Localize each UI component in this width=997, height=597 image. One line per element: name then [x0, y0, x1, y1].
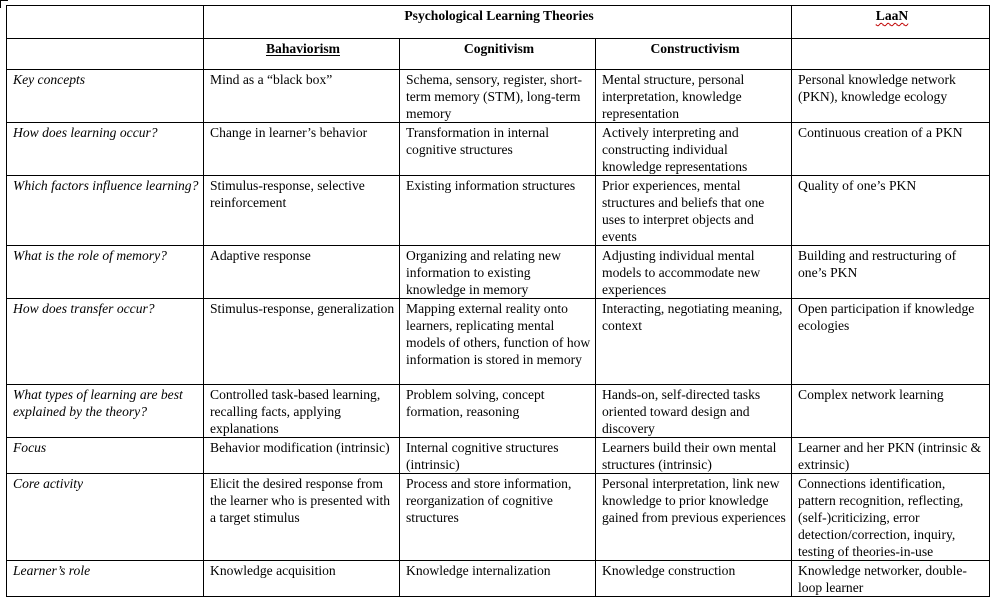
table-row — [7, 176, 990, 246]
table-cell: Organizing and relating new information to existing knowledge in memory — [400, 246, 596, 299]
table-cell: Change in learner’s behavior — [204, 123, 400, 176]
table-cell: Controlled task-based learning, recalling facts, applying explanations — [204, 385, 400, 438]
table-body — [7, 70, 990, 597]
table-cell: Actively interpreting and constructing individual knowledge representations — [596, 123, 792, 176]
table-row — [7, 561, 990, 597]
table-cell: Personal interpretation, link new knowledge to prior knowledge gained from previous experiences — [596, 474, 792, 561]
table-cell: Process and store information, reorganization of cognitive structures — [400, 474, 596, 561]
table-cell: Learners build their own mental structures (intrinsic) — [596, 438, 792, 474]
row-label: Key concepts — [7, 70, 204, 123]
row-label: How does transfer occur? — [7, 299, 204, 385]
row-label: What is the role of memory? — [7, 246, 204, 299]
header-row-1 — [7, 6, 990, 39]
table-cell: Open participation if knowledge ecologies — [792, 299, 990, 385]
laan-header-text: LaaN — [875, 8, 909, 23]
row-label: How does learning occur? — [7, 123, 204, 176]
table-cell: Problem solving, concept formation, reasoning — [400, 385, 596, 438]
column-header-constructivism: Constructivism — [596, 39, 792, 70]
header-empty-cell-3 — [792, 39, 990, 70]
table-cell: Mapping external reality onto learners, replicating mental models of others, function of how information is stored in memory — [400, 299, 596, 385]
table-cell: Mind as a “black box” — [204, 70, 400, 123]
table-cell: Building and restructuring of one’s PKN — [792, 246, 990, 299]
table-cell: Internal cognitive structures (intrinsic) — [400, 438, 596, 474]
table-cell: Prior experiences, mental structures and beliefs that one uses to interpret objects and events — [596, 176, 792, 246]
header-empty-cell — [7, 6, 204, 39]
table-cell: Continuous creation of a PKN — [792, 123, 990, 176]
table-cell: Adaptive response — [204, 246, 400, 299]
table-cell: Mental structure, personal interpretation, knowledge representation — [596, 70, 792, 123]
table-cell: Transformation in internal cognitive structures — [400, 123, 596, 176]
group-header: Psychological Learning Theories — [204, 6, 792, 39]
column-header-behaviorism — [204, 39, 400, 70]
table-cell: Schema, sensory, register, short-term memory (STM), long-term memory — [400, 70, 596, 123]
table-cell: Knowledge construction — [596, 561, 792, 597]
table-cell: Stimulus-response, generalization — [204, 299, 400, 385]
row-label: Core activity — [7, 474, 204, 561]
row-label: Focus — [7, 438, 204, 474]
table-cell: Learner and her PKN (intrinsic & extrinsic) — [792, 438, 990, 474]
row-label: Which factors influence learning? — [7, 176, 204, 246]
table-cell: Quality of one’s PKN — [792, 176, 990, 246]
table-cell: Knowledge acquisition — [204, 561, 400, 597]
table-cell: Hands-on, self-directed tasks oriented toward design and discovery — [596, 385, 792, 438]
table-cell: Connections identification, pattern recognition, reflecting, (self-)criticizing, error detection/correction, inquiry, testing of theories-in-use — [792, 474, 990, 561]
table-cell: Personal knowledge network (PKN), knowledge ecology — [792, 70, 990, 123]
table-cell: Existing information structures — [400, 176, 596, 246]
laan-header — [792, 6, 990, 39]
table-row — [7, 246, 990, 299]
table-cell: Knowledge internalization — [400, 561, 596, 597]
table-row — [7, 385, 990, 438]
row-label: Learner’s role — [7, 561, 204, 597]
table-row — [7, 299, 990, 385]
table-cell: Interacting, negotiating meaning, context — [596, 299, 792, 385]
learning-theories-table — [6, 5, 990, 597]
table-row — [7, 474, 990, 561]
column-header-text: Bahaviorism — [265, 41, 340, 56]
table-row — [7, 438, 990, 474]
table-cell: Adjusting individual mental models to accommodate new experiences — [596, 246, 792, 299]
table-cell: Behavior modification (intrinsic) — [204, 438, 400, 474]
header-empty-cell-2 — [7, 39, 204, 70]
table-cell: Knowledge networker, double-loop learner — [792, 561, 990, 597]
row-label: What types of learning are best explained by the theory? — [7, 385, 204, 438]
table-cell: Elicit the desired response from the learner who is presented with a target stimulus — [204, 474, 400, 561]
column-header-cognitivism: Cognitivism — [400, 39, 596, 70]
table-row — [7, 123, 990, 176]
table-row — [7, 70, 990, 123]
header-row-2 — [7, 39, 990, 70]
table-cell: Stimulus-response, selective reinforcement — [204, 176, 400, 246]
table-cell: Complex network learning — [792, 385, 990, 438]
